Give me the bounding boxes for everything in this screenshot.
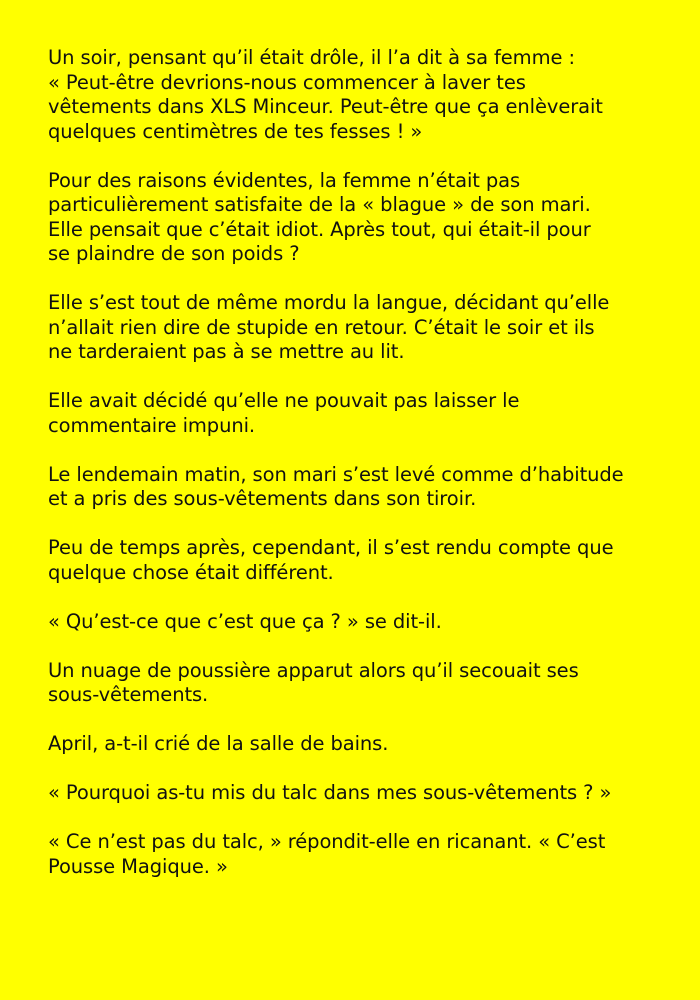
text-line: « Pourquoi as-tu mis du talc dans mes sous-vêtements ? »	[48, 781, 612, 804]
text-line: Elle pensait que c’était idiot. Après tout, qui était-il pour	[48, 217, 591, 241]
text-line: « Ce n’est pas du talc, » répondit-elle en ricanant. « C’est	[48, 830, 606, 853]
text-line: Un soir, pensant qu’il était drôle, il l’a dit à sa femme :	[48, 46, 575, 69]
paragraph	[48, 610, 660, 635]
text-line: Peu de temps après, cependant, il s’est rendu compte que	[48, 536, 614, 559]
paragraph	[48, 659, 660, 708]
text-line: Pour des raisons évidentes, la femme n’était pas	[48, 168, 521, 192]
text-line: n’allait rien dire de stupide en retour. C’était le soir et ils	[48, 315, 595, 339]
paragraph	[48, 169, 660, 267]
text-line: quelque chose était différent.	[48, 560, 334, 584]
paragraph	[48, 46, 660, 144]
paragraph	[48, 389, 660, 438]
text-line: sous-vêtements.	[48, 683, 209, 706]
text-line: Pousse Magique. »	[48, 854, 228, 878]
text-line: vêtements dans XLS Minceur. Peut-être que ça enlèverait	[48, 95, 603, 118]
text-line: Elle avait décidé qu’elle ne pouvait pas laisser le	[48, 389, 520, 412]
paragraph	[48, 732, 660, 757]
text-line: April, a-t-il crié de la salle de bains.	[48, 732, 389, 755]
text-line: « Qu’est-ce que c’est que ça ? » se dit-il.	[48, 609, 442, 633]
text-line: « Peut-être devrions-nous commencer à laver tes	[48, 70, 526, 94]
text-line: Elle s’est tout de même mordu la langue, décidant qu’elle	[48, 291, 610, 314]
paragraph	[48, 291, 660, 365]
paragraph	[48, 781, 660, 806]
text-line: Le lendemain matin, son mari s’est levé comme d’habitude	[48, 462, 624, 486]
text-line: se plaindre de son poids ?	[48, 242, 300, 265]
text-line: commentaire impuni.	[48, 413, 256, 437]
text-line: particulièrement satisfaite de la « blague » de son mari.	[48, 193, 591, 216]
text-line: et a pris des sous-vêtements dans son tiroir.	[48, 487, 477, 510]
text-line: ne tarderaient pas à se mettre au lit.	[48, 340, 405, 363]
paragraph	[48, 830, 660, 879]
paragraph	[48, 536, 660, 585]
paragraph	[48, 463, 660, 512]
text-line: Un nuage de poussière apparut alors qu’il secouait ses	[48, 658, 579, 682]
text-line: quelques centimètres de tes fesses ! »	[48, 119, 423, 143]
